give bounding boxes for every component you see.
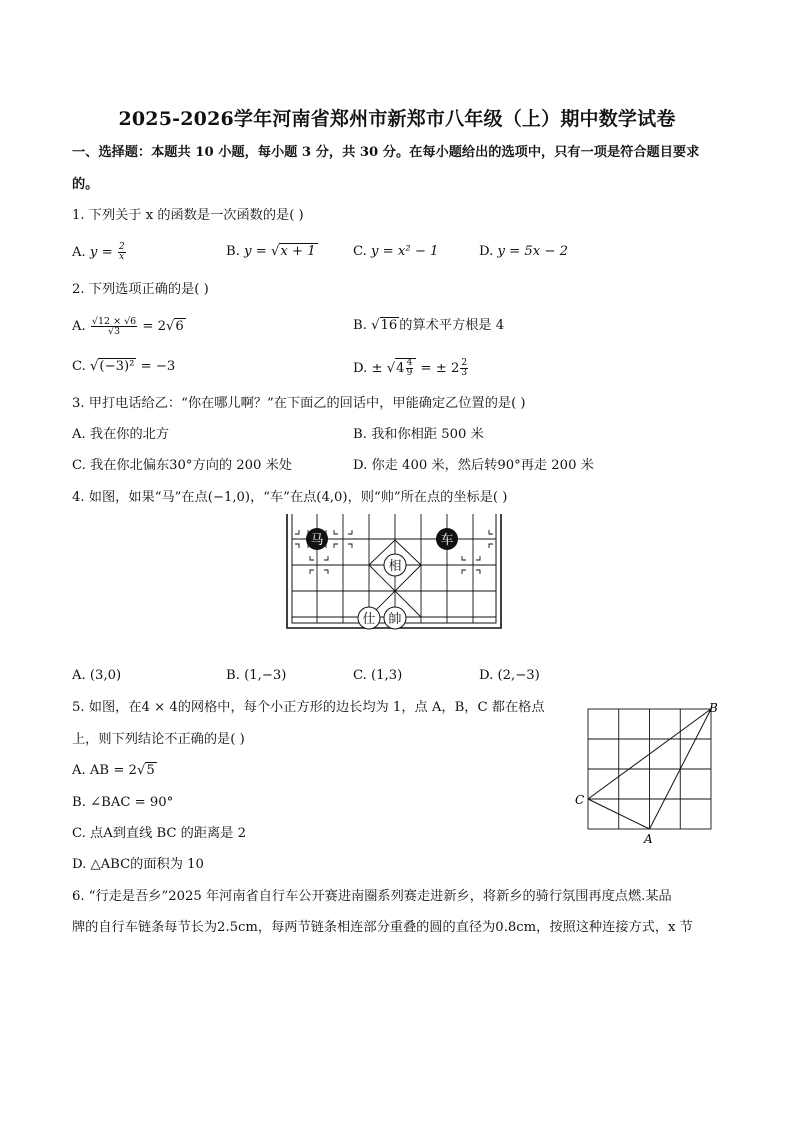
piece-ma [306, 528, 328, 550]
q1-c-label: C. [353, 244, 367, 259]
q1-option-a[interactable] [72, 243, 127, 262]
q5-a-text: A. AB = 2 [72, 763, 137, 778]
q2-c-rest: = −3 [136, 359, 176, 374]
page-title: 2025-2026学年河南省郑州市新郑市八年级（上）期中数学试卷 [118, 108, 676, 130]
piece-shi-label: 仕 [362, 612, 376, 627]
q6-stem: 6. “行走是吾乡”2025 年河南省自行车公开赛进南圈系列赛走进新乡，将新乡的骑行氛围再度点燃.某品 [72, 889, 672, 904]
q5-stem: 5. 如图，在4 × 4的网格中，每个小正方形的边长均为 1，点 A，B，C 都在格点 [72, 700, 545, 715]
piece-ma-label: 马 [310, 533, 324, 548]
chess-board-figure [283, 510, 505, 634]
q2-a-label: A. [72, 319, 86, 334]
q5-option-a[interactable] [72, 762, 157, 780]
q2-b-label: B. [353, 318, 367, 333]
q2-option-d[interactable] [353, 358, 469, 378]
q2-b-rest: 的算术平方根是 4 [399, 318, 505, 333]
q5-grid [588, 709, 711, 829]
q4-stem: 4. 如图，如果“马”在点(−1,0)，“车”在点(4,0)，则“帅”所在点的坐标是( ) [72, 490, 508, 505]
q1-a-label: A. [72, 245, 86, 260]
q2-d-rad [395, 358, 416, 378]
q3-option-c[interactable]: C. 我在你北偏东30°方向的 200 米处 [72, 458, 292, 473]
q2-d-int: 4 [396, 361, 405, 376]
q2-option-b[interactable] [353, 317, 504, 335]
q2-d-den: 9 [406, 368, 413, 378]
q3-option-b[interactable]: B. 我和你相距 500 米 [353, 427, 484, 442]
q2-d-den2: 3 [461, 368, 468, 378]
q2-d-num2: 2 [461, 358, 468, 368]
q2-option-a[interactable] [72, 317, 186, 336]
radical-sign-icon: √ [90, 359, 99, 374]
q5-label-a: A [644, 832, 653, 846]
q1-d-label: D. [479, 244, 494, 259]
q2-d-label: D. [353, 361, 368, 376]
q5-option-b[interactable]: B. ∠BAC = 90° [72, 795, 174, 810]
q1-a-den: x [119, 252, 125, 262]
piece-shi [358, 607, 380, 629]
q1-b-text: y = [244, 244, 271, 259]
q4-option-a[interactable]: A. (3,0) [72, 668, 122, 683]
q2-d-frac2 [460, 359, 468, 378]
q2-d-num: 4 [406, 358, 413, 368]
q1-b-rad: x + 1 [280, 244, 316, 259]
q3-stem: 3. 甲打电话给乙：“你在哪儿啊？”在下面乙的回话中，甲能确定乙位置的是( ) [72, 396, 526, 411]
radical-sign-icon: √ [166, 319, 175, 334]
q2-d-frac [406, 359, 414, 378]
q6-stem-cont: 牌的自行车链条每节长为2.5cm，每两节链条相连部分重叠的圆的直径为0.8cm，按照这种连接方式，x 节 [72, 920, 693, 935]
q1-b-label: B. [226, 244, 240, 259]
q4-option-b[interactable]: B. (1,−3) [226, 668, 287, 683]
q5-option-d[interactable]: D. △ABC的面积为 10 [72, 857, 204, 872]
piece-xiang [384, 554, 406, 576]
q3-option-a[interactable]: A. 我在你的北方 [72, 427, 170, 442]
q2-option-c[interactable] [72, 358, 175, 376]
q2-b-rad: 16 [380, 318, 398, 333]
q2-a-frac [91, 317, 137, 336]
q5-option-c[interactable]: C. 点A到直线 BC 的距离是 2 [72, 826, 247, 841]
q1-stem: 1. 下列关于 x 的函数是一次函数的是( ) [72, 208, 304, 223]
q1-a-frac [118, 243, 126, 262]
q4-option-d[interactable]: D. (2,−3) [479, 668, 540, 683]
q2-a-den: √3 [107, 326, 121, 337]
q2-a-rad: 6 [175, 319, 184, 334]
radical-sign-icon: √ [136, 763, 146, 778]
section-heading: 一、选择题：本题共 10 小题，每小题 3 分，共 30 分。在每小题给出的选项中，只有一项是符合题目要求 [72, 145, 700, 160]
q5-label-b: B [709, 701, 718, 715]
q5-stem-cont: 上，则下列结论不正确的是( ) [72, 732, 245, 747]
q4-option-c[interactable]: C. (1,3) [353, 668, 403, 683]
q2-c-rad: (−3)² [99, 359, 135, 374]
q1-option-d[interactable] [479, 243, 568, 261]
piece-xiang-label: 相 [388, 559, 402, 574]
piece-shuai [384, 607, 406, 629]
q1-d-text: y = 5x − 2 [497, 244, 569, 259]
q1-option-c[interactable] [353, 243, 438, 261]
q1-a-num: 2 [118, 242, 125, 252]
radical-sign-icon: √ [386, 361, 396, 376]
q2-a-rest: = 2 [138, 319, 166, 334]
q1-c-text: y = x² − 1 [371, 244, 439, 259]
q5-label-c: C [575, 793, 585, 807]
radical-sign-icon: √ [371, 318, 380, 333]
q2-stem: 2. 下列选项正确的是( ) [72, 282, 209, 297]
q2-d-pm: ± [371, 361, 383, 376]
piece-che-label: 车 [440, 533, 454, 548]
piece-shuai-label: 帥 [388, 612, 402, 627]
section-heading-cont: 的。 [72, 177, 99, 192]
q2-a-num: √12 × √6 [91, 316, 137, 327]
q5-grid-figure [570, 700, 730, 850]
radical-sign-icon: √ [270, 244, 280, 259]
q1-option-b[interactable] [226, 243, 318, 261]
q2-d-rest: = ± 2 [416, 361, 460, 376]
q1-a-text: y = [89, 245, 117, 260]
q3-option-d[interactable]: D. 你走 400 米，然后转90°再走 200 米 [353, 458, 594, 473]
q5-a-rad: 5 [146, 763, 155, 778]
piece-che [436, 528, 458, 550]
q2-c-label: C. [72, 359, 86, 374]
